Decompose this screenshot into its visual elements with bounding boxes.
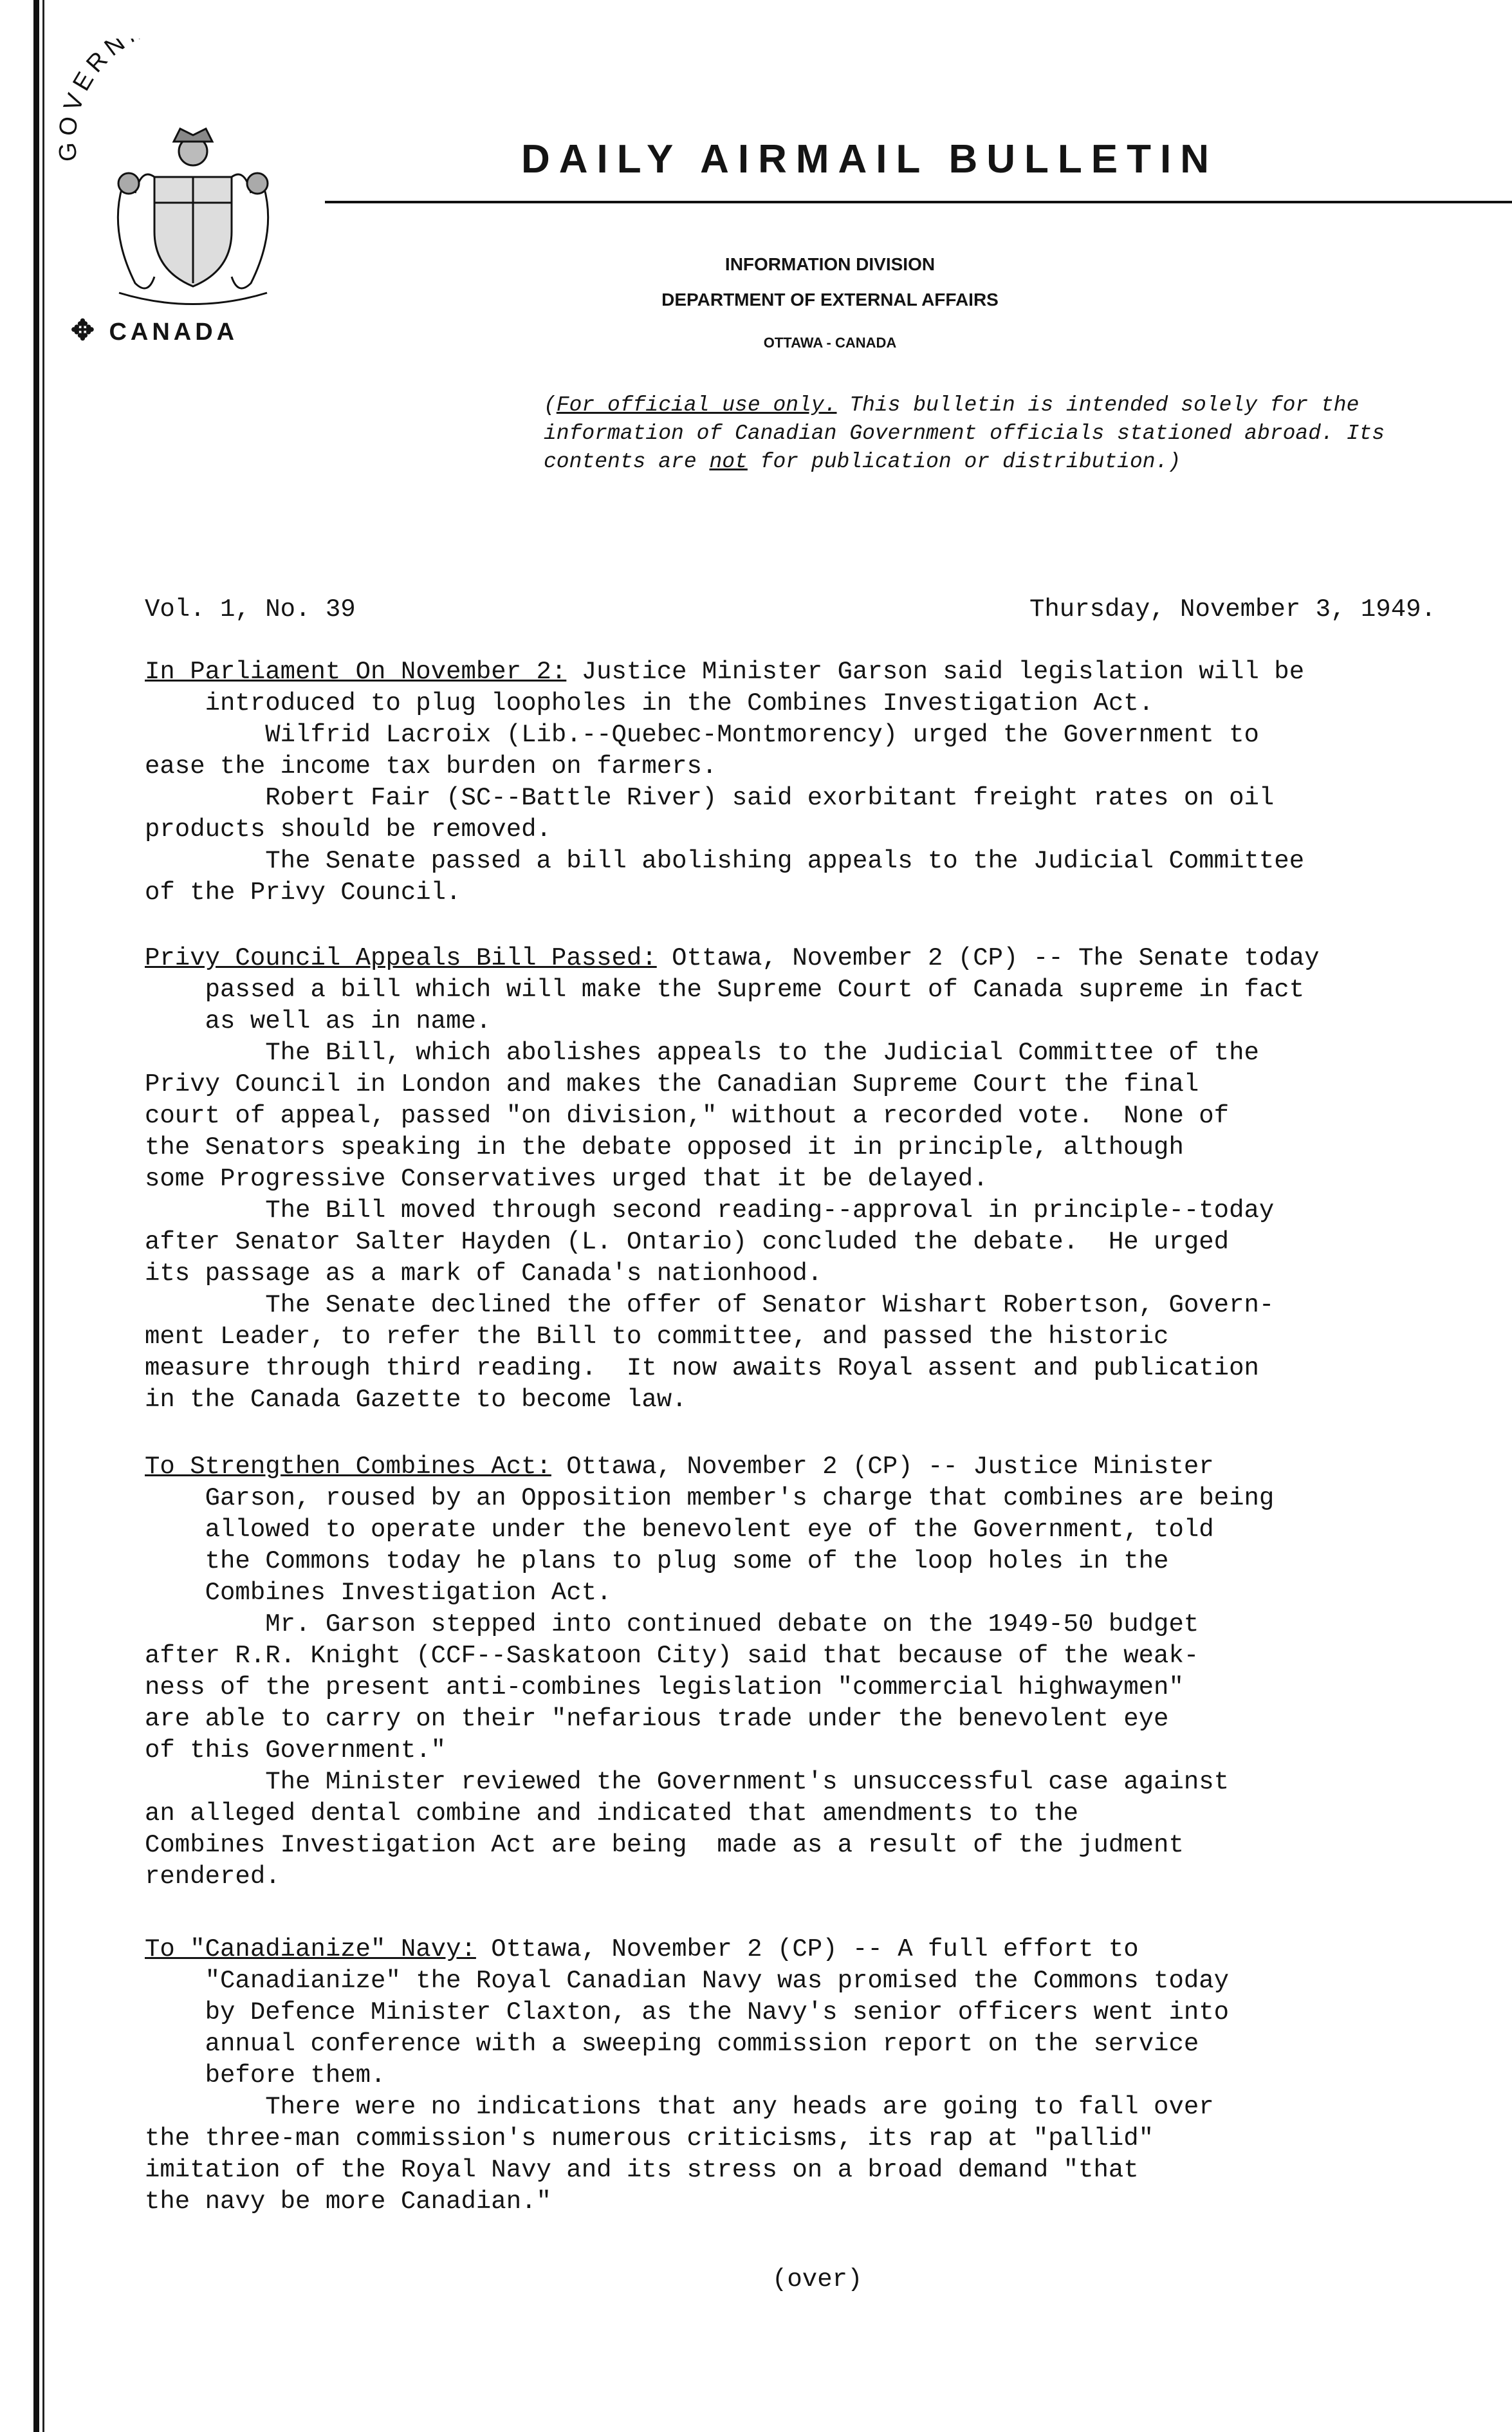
bulletin-title: DAILY AIRMAIL BULLETIN bbox=[521, 137, 1219, 181]
article-combines-act: To Strengthen Combines Act: Ottawa, November 2 (CP) -- Justice Minister Garson, roused by an Opposition member's charge that combines are being allowed to operate under the benevolent eye of the Government, told the Commons today he plans to plug some of the loop holes in the Combines Investigation Act. Mr. Garson stepped into continued debate on the 1949-50 budget after R.R. Knight (CCF--Saskatoon City) said that because of the weak- ness of the present anti-combines legislation "commercial highwaymen" are able to carry on their "nefarious trade under the benevolent eye of this Government." The Minister reviewed the Government's unsuccessful case against an alleged dental combine and indicated that amendments to the Combines Investigation Act are being made as a result of the judment rendered. bbox=[145, 1453, 1275, 1891]
left-margin-rule bbox=[33, 0, 39, 2432]
maple-leaf-icon: ✥ bbox=[71, 315, 98, 346]
over-page-indicator: (over) bbox=[772, 2265, 863, 2294]
government-arc-text: VERN bbox=[59, 39, 134, 115]
official-use-label: For official use only. bbox=[556, 393, 837, 417]
article-heading: To "Canadianize" Navy: bbox=[145, 1935, 476, 1963]
article-privy-council: Privy Council Appeals Bill Passed: Ottawa, November 2 (CP) -- The Senate today passed a bill which will make the Supreme Court of Canada supreme in fact as well as in name. The Bill, which abolishes appeals to the Judicial Committee of the Privy Council in London and makes the Canadian Supreme Court the final court of appeal, passed "on division," without a recorded vote. None of the Senators speaking in the debate opposed it in principle, although some Progressive Conservatives urged that it be delayed. The Bill moved through second reading--approval in principle--today after Senator Salter Hayden (L. Ontario) concluded the debate. He urged its passage as a mark of Canada's nationhood. The Senate declined the offer of Senator Wishart Robertson, Govern- ment Leader, to refer the Bill to committee, and passed the historic measure through third reading. It now awaits Royal assent and publication in the Canada Gazette to become law. bbox=[145, 944, 1320, 1414]
article-heading: To Strengthen Combines Act: bbox=[145, 1453, 551, 1481]
information-division: INFORMATION DIVISION bbox=[724, 254, 936, 274]
location-line: OTTAWA - CANADA bbox=[763, 335, 897, 351]
volume-number: Vol. 1, No. 39 bbox=[145, 595, 356, 624]
article-canadianize-navy: To "Canadianize" Navy: Ottawa, November 2 (CP) -- A full effort to "Canadianize" the Royal Canadian Navy was promised the Commons today by Defence Minister Claxton, as the Navy's senior officers went into annual conference with a sweeping commission report on the service before them. There were no indications that any heads are going to fall over the three-man commission's numerous criticisms, its rap at "pallid" imitation of the Royal Navy and its stress on a broad demand "that the navy be more Canadian." bbox=[145, 1935, 1230, 2216]
not-emphasis: not bbox=[709, 450, 748, 474]
header-rule bbox=[325, 201, 1512, 203]
article-heading: Privy Council Appeals Bill Passed: bbox=[145, 944, 657, 972]
department-name: DEPARTMENT OF EXTERNAL AFFAIRS bbox=[661, 290, 999, 310]
official-use-notice: (For official use only. This bulletin is intended solely for the information of Canadian Government officials stationed abroad. Its contents are not for publication or distribution.) bbox=[544, 393, 1385, 474]
canada-emblem-text: ✥ CANADA bbox=[71, 315, 239, 346]
article-parliament: In Parliament On November 2: Justice Minister Garson said legislation will be introduced to plug loopholes in the Combines Investigation Act. Wilfrid Lacroix (Lib.--Quebec-Montmorency) urged the Government to ease the income tax burden on farmers. Robert Fair (SC--Battle River) said exorbitant freight rates on oil products should be removed. The Senate passed a bill abolishing appeals to the Judicial Committee of the Privy Council. bbox=[145, 658, 1305, 907]
article-heading: In Parliament On November 2: bbox=[145, 658, 567, 686]
issue-date: Thursday, November 3, 1949. bbox=[1029, 595, 1436, 624]
coat-of-arms-icon bbox=[118, 129, 268, 304]
left-margin-rule-inner bbox=[42, 0, 44, 2432]
